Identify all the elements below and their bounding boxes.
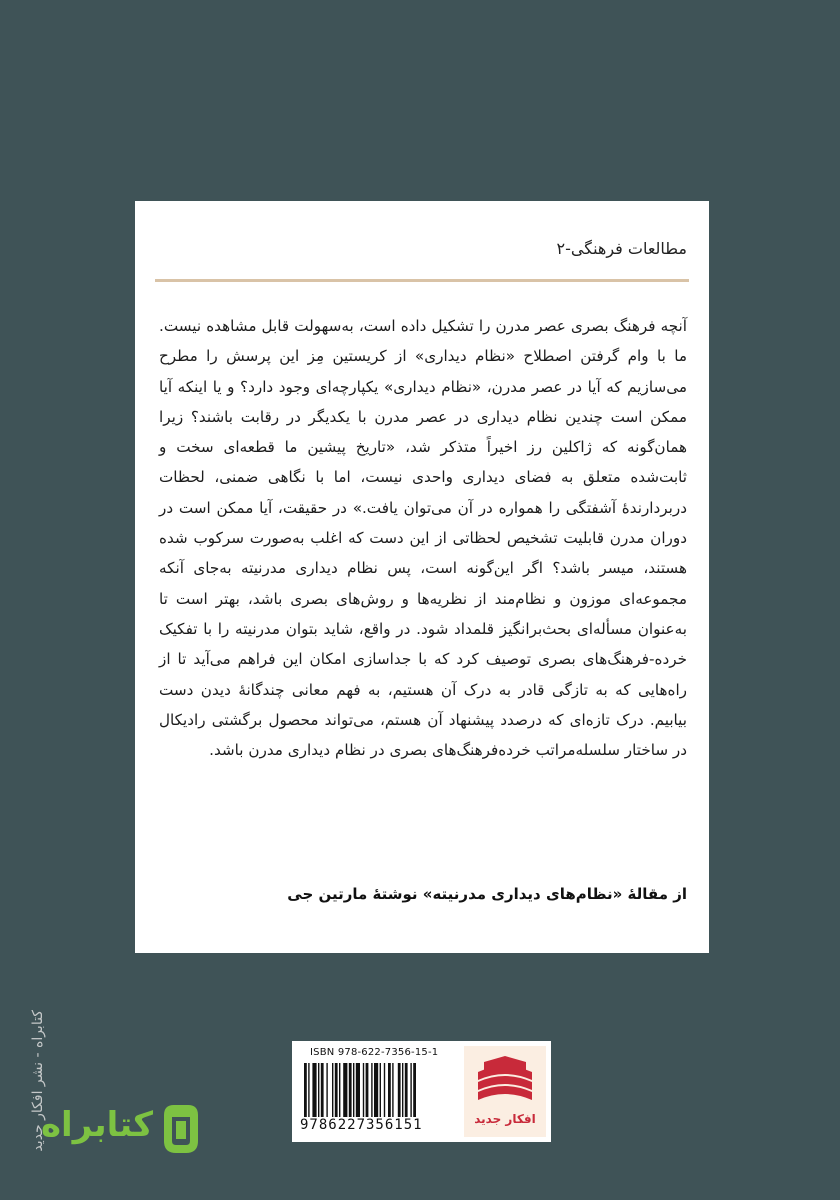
ketabrah-mark-icon [158, 1097, 214, 1157]
barcode-digits: 9786227356151 [300, 1117, 423, 1133]
source-attribution: از مقالهٔ «نظام‌های دیداری مدرنیته» نوشتهٔ مارتین جی [287, 885, 687, 903]
publisher-book-icon [464, 1046, 546, 1110]
spine-note: کتابراه - نشر افکار جدید [30, 1010, 46, 1152]
ketabrah-logo [38, 1095, 218, 1165]
blurb-text [159, 311, 687, 765]
isbn-label: ISBN 978-622-7356-15-1 [310, 1047, 439, 1058]
blurb-paragraph: آنچه فرهنگ بصری عصر مدرن را تشکیل داده است، به‌سهولت قابل مشاهده نیست. ما با وام گرفتن اصطلاح «نظام دیداری» از کریستین مِز این پرسش را مطرح می‌سازیم که آیا در عصر مدرن، «نظام دیداری» یکپارچه‌ای وجود دارد؟ و یا اینکه آیا ممکن است چندین نظام دیداری در عصر مدرن با یکدیگر در رقابت باشند؟ زیرا همان‌گونه که ژاکلین رز اخیراً متذکر شد، «تاریخ پیشین ما قطعه‌ای سخت و ثابت‌شده متعلق به فضای دیداری واحدی نیست، اما با نگاهی ضمنی، لحظات دربردارندهٔ آشفتگی را همواره در آن می‌توان یافت.» در حقیقت، آیا ممکن است در دوران مدرن قابلیت تشخیص لحظاتی از این دست که اغلب به‌صورت سرکوب شده هستند، میسر باشد؟ اگر این‌گونه است، پس نظام دیداری مدرنیته به‌جای آنکه مجموعه‌ای موزون و نظام‌مند از نظریه‌ها و روش‌های بصری باشد، بهتر است تا به‌عنوان مسأله‌ای بحث‌برانگیز قلمداد شود. در واقع، شاید بتوان مدرنیته را با تفکیک خرده-فرهنگ‌های بصری توصیف کرد که با جداسازی امکان این فراهم می‌آید تا از راه‌هایی که به تازگی قادر به درک آن هستیم، به فهم معانی چندگانهٔ دیدن دست بیابیم. درک تازه‌ای که درصدد پیشنهاد آن هستم، می‌تواند محصول برگشتی رادیکال در ساختار سلسله‌مراتب خرده‌فرهنگ‌های بصری در نظام دیداری مدرن باشد. [159, 317, 687, 760]
publisher-name: افکار جدید [474, 1112, 536, 1126]
back-cover-panel [135, 201, 709, 953]
barcode-bars [304, 1063, 456, 1117]
series-title: مطالعات فرهنگی-۲ [556, 239, 687, 258]
logo-text: کتابراه [40, 1105, 154, 1145]
divider-rule [155, 279, 689, 282]
barcode-block [292, 1041, 551, 1142]
publisher-logo [464, 1046, 546, 1137]
